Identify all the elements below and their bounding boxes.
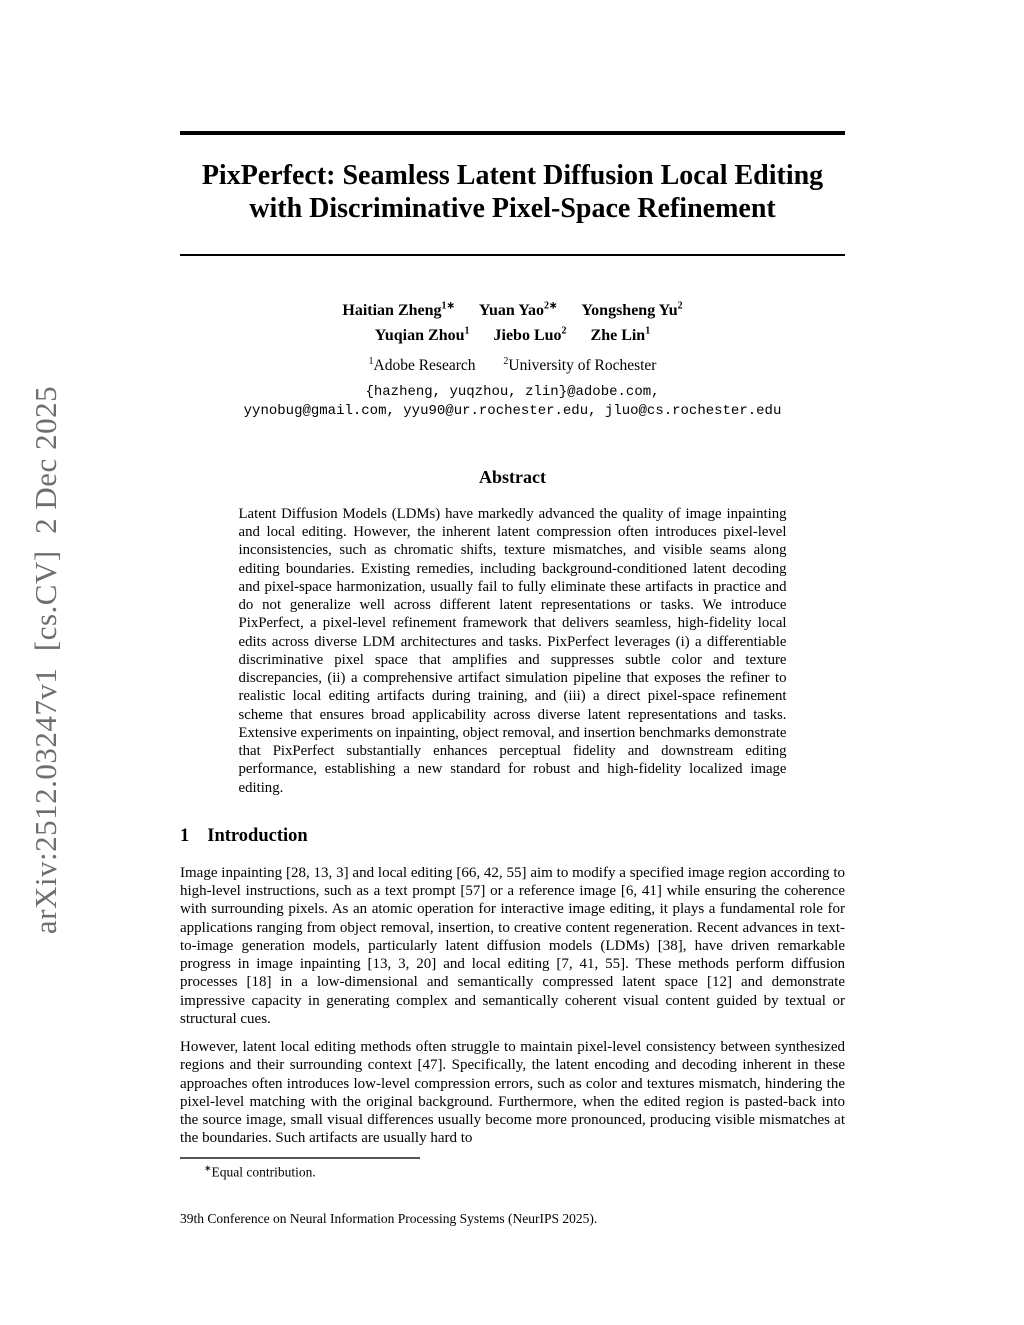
affiliations-row [180, 352, 845, 375]
arxiv-watermark: arXiv:2512.03247v1 [cs.CV] 2 Dec 2025 [28, 385, 63, 935]
author-superscript: 2 [677, 301, 683, 312]
footnote-symbol: ∗ [204, 1162, 212, 1173]
footnote-rule [180, 1157, 420, 1159]
abstract-text: Latent Diffusion Models (LDMs) have markedly advanced the quality of image inpainting and local editing. However, the inherent latent compression often introduces pixel-level inconsistencies, such as chromatic shifts, texture mismatches, and visible seams along editing boundaries. Existing remedies, including background-conditioned latent decoding and pixel-space harmonization, usually fail to fully eliminate these artifacts in practice and do not generalize well across different latent representations or tasks. We introduce PixPerfect, a pixel-level refinement framework that delivers seamless, high-fidelity local edits across diverse LDM architectures and tasks. PixPerfect leverages (i) a differentiable discriminative pixel space that amplifies and suppresses subtle color and texture discrepancies, (ii) a comprehensive artifact simulation pipeline that exposes the refiner to realistic local editing artifacts during training, and (iii) a direct pixel-space refinement scheme that ensures broad applicability across diverse latent representations and tasks. Extensive experiments on inpainting, object removal, and insertion benchmarks demonstrate that PixPerfect substantially enhances perceptual fidelity and downstream editing performance, establishing a new standard for robust and high-fidelity localized image editing. [238, 505, 787, 796]
top-rule [180, 131, 845, 135]
email-line-1: {hazheng, yuqzhou, zlin}@adobe.com, [365, 383, 660, 400]
conference-footer: 39th Conference on Neural Information Processing Systems (NeurIPS 2025). [180, 1211, 598, 1227]
paper-title-line2: with Discriminative Pixel-Space Refinement [249, 193, 776, 224]
affiliation: $^2$University of Rochester [503, 355, 657, 374]
author-superscript: 1∗ [441, 301, 455, 312]
email-line-2: yynobug@gmail.com, yyu90@ur.rochester.edu, jluo@cs.rochester.edu [243, 402, 782, 419]
affiliation: $^1$Adobe Research [368, 355, 476, 374]
intro-paragraph-2: However, latent local editing methods often struggle to maintain pixel-level consistency between synthesized regions and their surrounding context [47]. Specifically, the latent encoding and decoding inherent in these approaches often introduces low-level compression errors, such as color and textures mismatch, hindering the pixel-level matching with the original background. Furthermore, when the edited region is pasted-back into the source image, small visual differences usually become more pronounced, producing visible mismatches at the boundaries. Such artifacts are usually hard to [180, 1039, 845, 1147]
section-number: 1 [180, 825, 190, 846]
section-title: Introduction [207, 825, 308, 846]
author-superscript: 1 [464, 325, 470, 337]
affiliation-superscript: 1 [368, 355, 374, 367]
author-superscript: 2∗ [544, 301, 558, 312]
author-name: Zhe Lin$^1$ [590, 325, 651, 344]
author-emails [180, 383, 845, 421]
authors-block [180, 297, 845, 421]
author-name: Yuan Yao$^{2∗}$ [478, 301, 558, 320]
author-superscript: 1 [645, 325, 651, 337]
author-name: Yuqian Zhou$^1$ [374, 325, 470, 344]
affiliation-superscript: 2 [503, 355, 509, 367]
author-name: Yongsheng Yu$^2$ [581, 301, 683, 320]
main-column [180, 131, 845, 1227]
title-bottom-rule [180, 254, 845, 256]
paper-title-line1: PixPerfect: Seamless Latent Diffusion Local Editing [201, 160, 824, 191]
paper-title [180, 159, 845, 225]
author-row-1 [180, 297, 845, 321]
abstract-heading: Abstract [479, 466, 546, 487]
intro-paragraph-1: Image inpainting [28, 13, 3] and local editing [66, 42, 55] aim to modify a specified image region according to high-level instructions, such as a text prompt [57] or a reference image [6, 41] while ensuring the coherence with surrounding pixels. As an atomic operation for interactive image editing, it plays a fundamental role for applications ranging from object removal, insertion, to creative content regeneration. Recent advances in text-to-image generation models, particularly latent diffusion models (LDMs) [38], have driven remarkable progress in image inpainting [13, 3, 20] and local editing [7, 41, 55]. These methods perform diffusion processes [18] in a low-dimensional and semantically compressed latent space [12] and demonstrate impressive capacity in generating complex and semantically coherent visual content guided by textual or structural cues. [180, 864, 845, 1027]
author-superscript: 2 [561, 325, 567, 337]
author-name: Jiebo Luo$^2$ [493, 325, 567, 344]
footnote-equal-contribution: ∗Equal contribution. [204, 1162, 316, 1180]
author-name: Haitian Zheng$^{1∗}$ [342, 301, 455, 320]
author-row-2 [180, 321, 845, 345]
section-heading-introduction [180, 826, 845, 847]
